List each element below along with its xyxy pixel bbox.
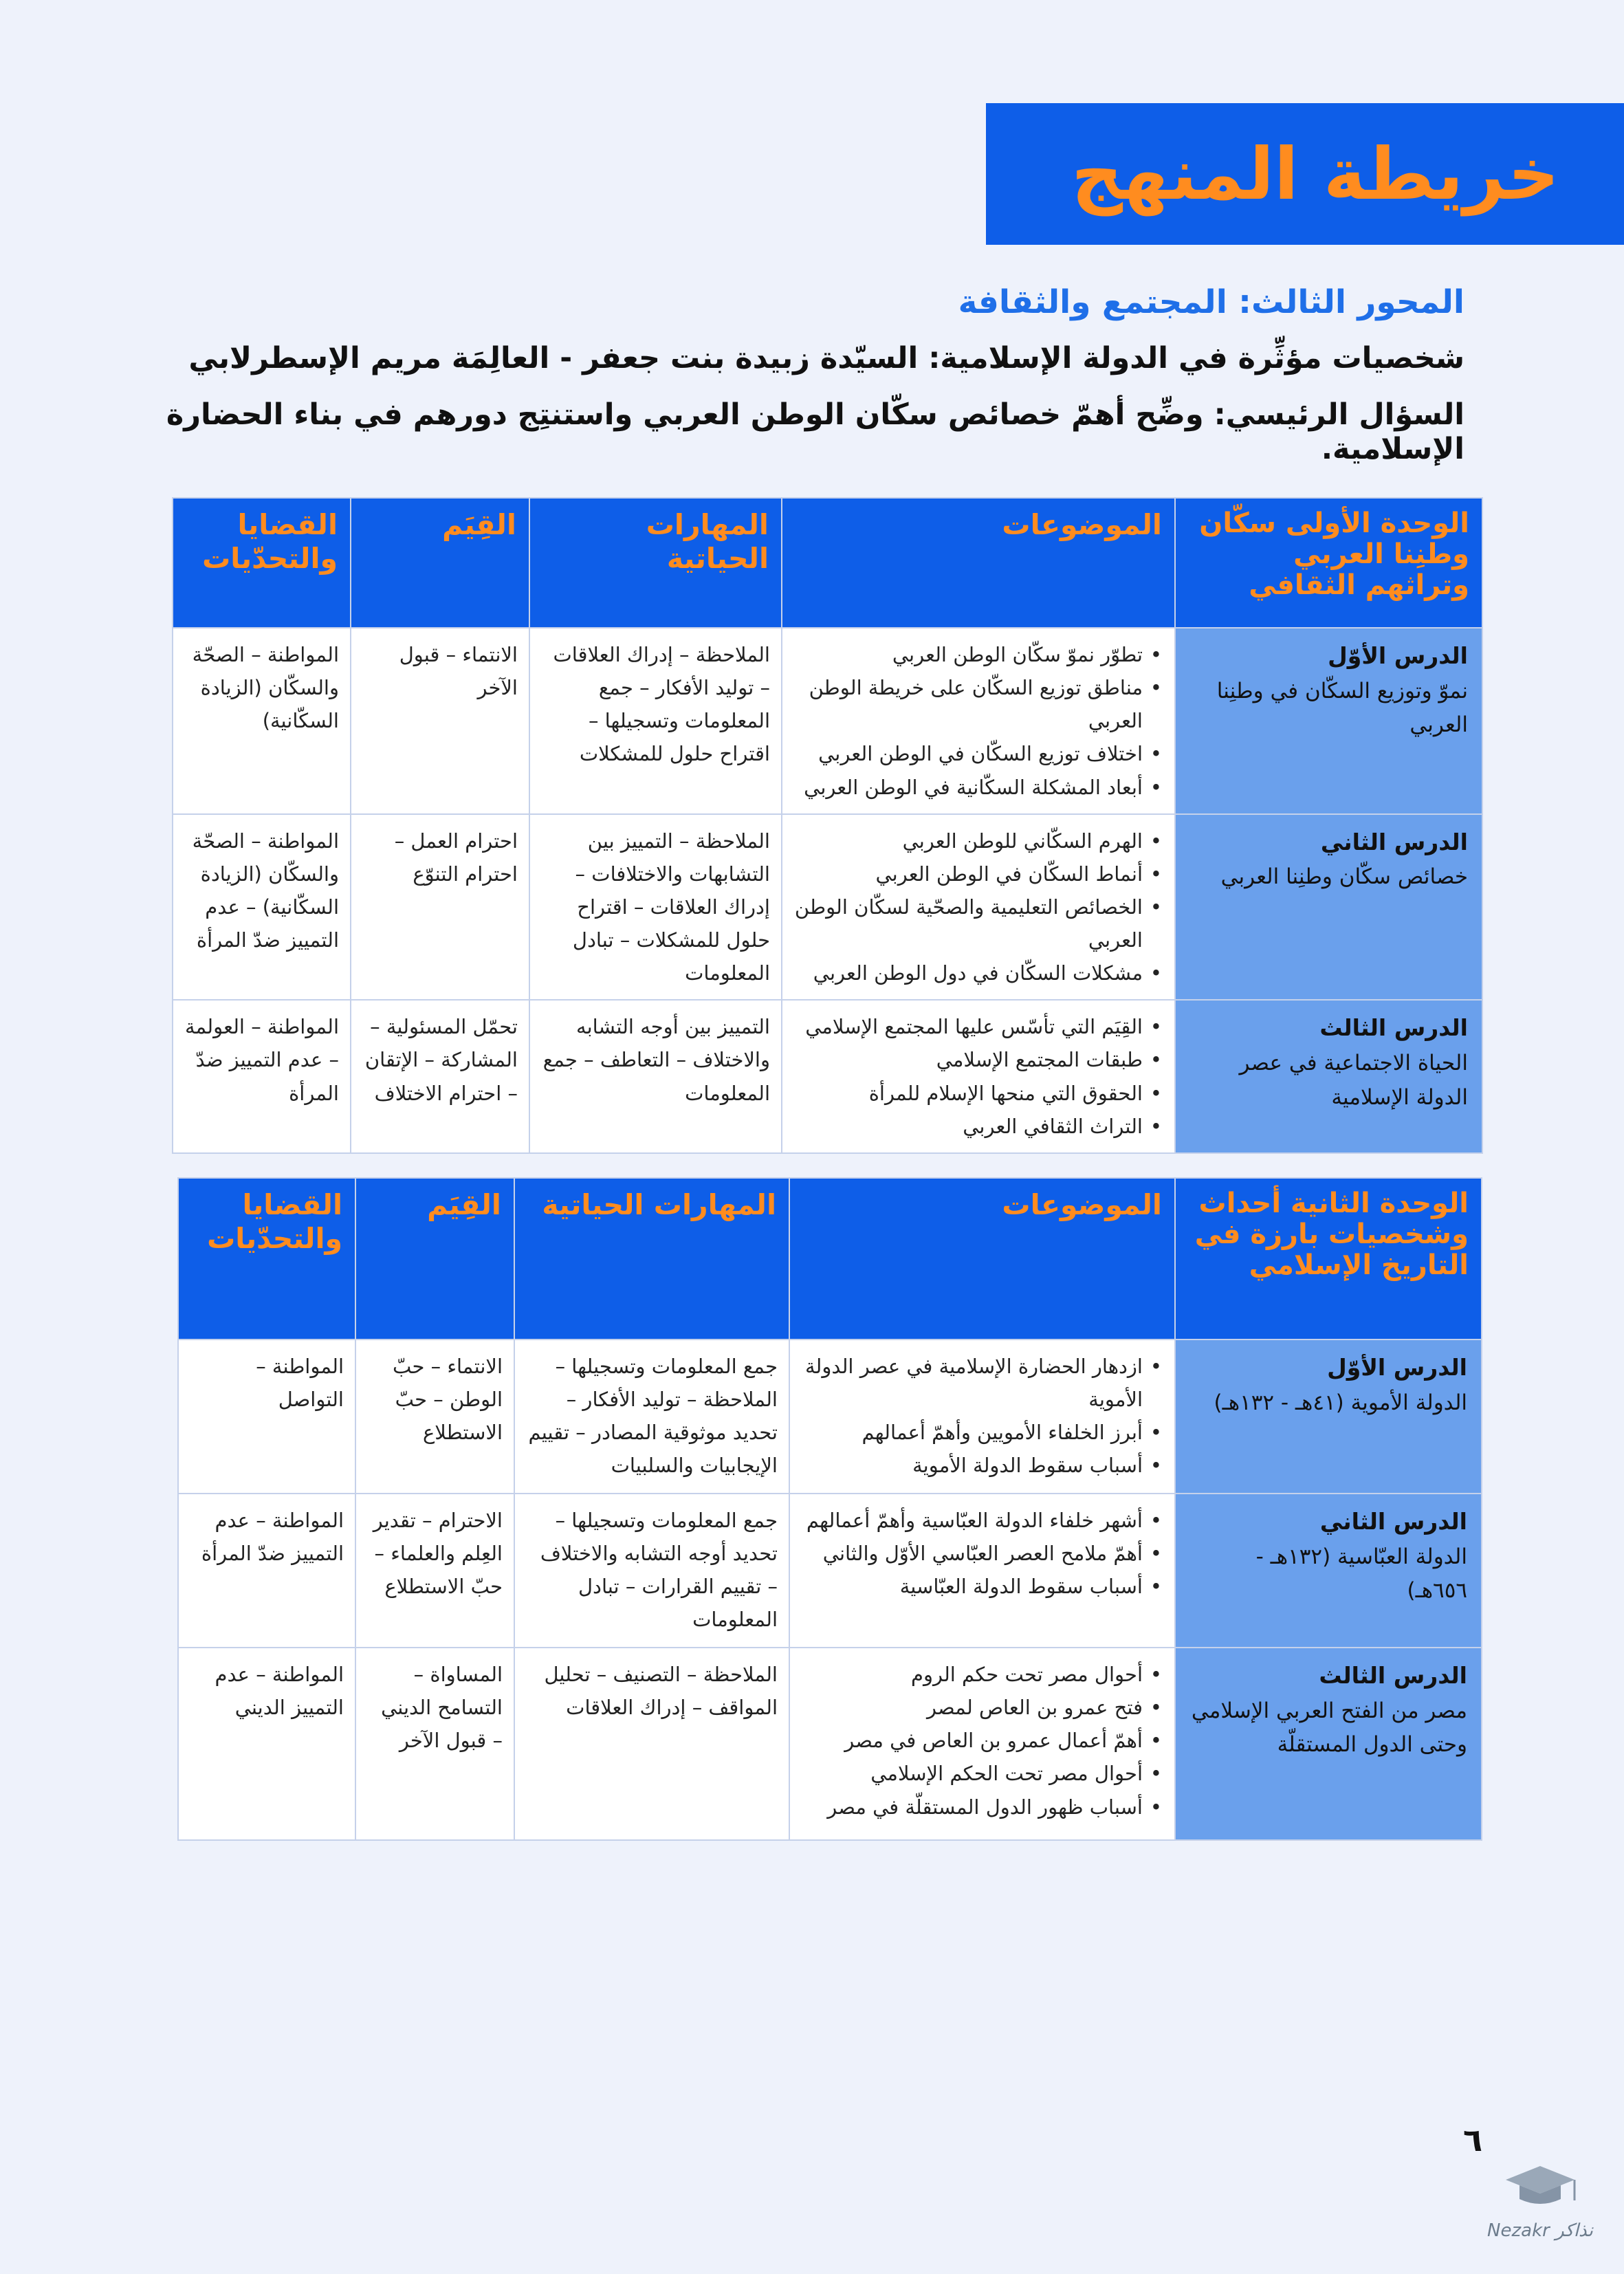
axis-heading: المحور الثالث: المجتمع والثقافة xyxy=(958,283,1464,321)
lesson-number: الدرس الثاني xyxy=(1319,1508,1467,1535)
lesson-name: الدولة العبّاسية (١٣٢هـ - ٦٥٦هـ) xyxy=(1255,1544,1467,1604)
list-item: • فتح عمرو بن العاص لمصر xyxy=(801,1691,1145,1724)
table-row xyxy=(173,628,1482,814)
list-item: • الحقوق التي منحها الإسلام للمرأة xyxy=(793,1077,1145,1110)
column-header-values: القِيَم xyxy=(355,1178,514,1340)
list-item: • الهرم السكّاني للوطن العربي xyxy=(793,824,1145,857)
table-row xyxy=(178,1340,1482,1494)
table-row xyxy=(178,1494,1482,1648)
list-item: • التراث الثقافي العربي xyxy=(793,1110,1145,1143)
lesson-name: الحياة الاجتماعية في عصر الدولة الإسلامية xyxy=(1239,1051,1468,1110)
skills-cell: التمييز بين أوجه التشابه والاختلاف – التعاطف – جمع المعلومات xyxy=(529,1000,782,1153)
list-item: • أهمّ ملامح العصر العبّاسي الأوّل والثاني xyxy=(801,1537,1145,1570)
column-header-issues: القضايا والتحدّيات xyxy=(173,498,351,628)
lesson-name: نموّ وتوزيع السكّان في وطنِنا العربي xyxy=(1216,678,1468,738)
skills-cell: الملاحظة – التصنيف – تحليل المواقف – إدراك العلاقات xyxy=(514,1648,789,1840)
main-question: السؤال الرئيسي: وضِّح أهمّ خصائص سكّان الوطن العربي واستنتِج دورهم في بناء الحضارة الإسلامية. xyxy=(166,397,1464,466)
list-item: • أسباب ظهور الدول المستقلّة في مصر xyxy=(801,1791,1145,1824)
list-item: • أحوال مصر تحت حكم الروم xyxy=(801,1658,1145,1691)
list-item: • اختلاف توزيع السكّان في الوطن العربي xyxy=(793,737,1145,770)
lesson-cell xyxy=(1175,1000,1482,1153)
page-title: خريطة المنهج xyxy=(1071,132,1559,216)
unit-one-table xyxy=(172,497,1483,1154)
list-item: • ازدهار الحضارة الإسلامية في عصر الدولة الأموية xyxy=(801,1350,1145,1416)
lesson-number: الدرس الأوّل xyxy=(1327,1354,1467,1381)
issues-cell: المواطنة – الصحّة والسكّان (الزيادة السكّانية) xyxy=(173,628,351,814)
lesson-name: الدولة الأموية (٤١هـ - ١٣٢هـ) xyxy=(1214,1390,1467,1415)
skills-cell: جمع المعلومات وتسجيلها – تحديد أوجه التشابه والاختلاف – تقييم القرارات – تبادل المعلومات xyxy=(514,1494,789,1648)
figures-line: شخصيات مؤثِّرة في الدولة الإسلامية: السيّدة زبيدة بنت جعفر - العالِمَة مريم الإسطرلابي xyxy=(188,341,1464,375)
graduation-cap-icon xyxy=(1506,2166,1574,2204)
topics-cell xyxy=(789,1648,1175,1840)
lesson-cell xyxy=(1175,1340,1482,1494)
column-header-topics: الموضوعات xyxy=(782,498,1175,628)
title-banner xyxy=(986,103,1624,245)
values-cell: الانتماء – حبّ الوطن – حبّ الاستطلاع xyxy=(355,1340,514,1494)
watermark-text: Nezakr نذاكر xyxy=(1487,2220,1593,2241)
list-item: • أسباب سقوط الدولة الأموية xyxy=(801,1449,1145,1482)
column-header-topics: الموضوعات xyxy=(789,1178,1175,1340)
unit-two-table xyxy=(177,1177,1482,1841)
values-cell: تحمّل المسئولية – المشاركة – الإتقان – احترام الاختلاف xyxy=(351,1000,529,1153)
table-row xyxy=(178,1648,1482,1840)
topics-cell xyxy=(782,1000,1175,1153)
list-item: • أبعاد المشكلة السكّانية في الوطن العربي xyxy=(793,771,1145,804)
list-item: • أسباب سقوط الدولة العبّاسية xyxy=(801,1570,1145,1603)
lesson-name: خصائص سكّان وطنِنا العربي xyxy=(1220,864,1468,890)
values-cell: الاحترام – تقدير العِلم والعلماء – حبّ الاستطلاع xyxy=(355,1494,514,1648)
values-cell: الانتماء – قبول الآخر xyxy=(351,628,529,814)
lesson-cell xyxy=(1175,814,1482,1001)
watermark-logo xyxy=(1471,2159,1609,2255)
topics-cell xyxy=(782,628,1175,814)
unit-title: الوحدة الثانية أحداث وشخصيات بارزة في التاريخ الإسلامي xyxy=(1175,1178,1482,1340)
lesson-cell xyxy=(1175,1648,1482,1840)
lesson-name: مصر من الفتح العربي الإسلامي وحتى الدول المستقلّة xyxy=(1191,1698,1467,1758)
issues-cell: المواطنة – عدم التمييز الديني xyxy=(178,1648,355,1840)
issues-cell: المواطنة – عدم التمييز ضدّ المرأة xyxy=(178,1494,355,1648)
unit-title: الوحدة الأولى سكّان وطنِنا العربي وتراثهم الثقافي xyxy=(1175,498,1482,628)
issues-cell: المواطنة – العولمة – عدم التمييز ضدّ المرأة xyxy=(173,1000,351,1153)
lesson-cell xyxy=(1175,628,1482,814)
column-header-issues: القضايا والتحدّيات xyxy=(178,1178,355,1340)
lesson-number: الدرس الأوّل xyxy=(1328,642,1468,669)
values-cell: احترام العمل – احترام التنوّع xyxy=(351,814,529,1001)
topics-cell xyxy=(782,814,1175,1001)
topics-cell xyxy=(789,1340,1175,1494)
list-item: • أحوال مصر تحت الحكم الإسلامي xyxy=(801,1757,1145,1790)
list-item: • القِيَم التي تأسّس عليها المجتمع الإسلامي xyxy=(793,1010,1145,1043)
issues-cell: المواطنة – التواصل xyxy=(178,1340,355,1494)
lesson-cell xyxy=(1175,1494,1482,1648)
list-item: • أشهر خلفاء الدولة العبّاسية وأهمّ أعمالهم xyxy=(801,1504,1145,1537)
issues-cell: المواطنة – الصحّة والسكّان (الزيادة السكّانية) – عدم التمييز ضدّ المرأة xyxy=(173,814,351,1001)
list-item: • أنماط السكّان في الوطن العربي xyxy=(793,857,1145,890)
page-number: ٦ xyxy=(1463,2121,1483,2158)
table-row xyxy=(173,814,1482,1001)
column-header-skills: المهارات الحياتية xyxy=(514,1178,789,1340)
lesson-number: الدرس الثالث xyxy=(1319,1662,1467,1689)
topics-cell xyxy=(789,1494,1175,1648)
list-item: • أهمّ أعمال عمرو بن العاص في مصر xyxy=(801,1724,1145,1757)
list-item: • مشكلات السكّان في دول الوطن العربي xyxy=(793,956,1145,990)
list-item: • مناطق توزيع السكّان على خريطة الوطن العربي xyxy=(793,671,1145,737)
skills-cell: الملاحظة – إدراك العلاقات – توليد الأفكار – جمع المعلومات وتسجيلها – اقتراح حلول للمشكلات xyxy=(529,628,782,814)
lesson-number: الدرس الثالث xyxy=(1319,1014,1468,1042)
lesson-number: الدرس الثاني xyxy=(1320,828,1468,855)
list-item: • طبقات المجتمع الإسلامي xyxy=(793,1043,1145,1076)
list-item: • الخصائص التعليمية والصحّية لسكّان الوطن العربي xyxy=(793,890,1145,956)
column-header-skills: المهارات الحياتية xyxy=(529,498,782,628)
table-row xyxy=(173,1000,1482,1153)
list-item: • تطوّر نموّ سكّان الوطن العربي xyxy=(793,638,1145,671)
skills-cell: جمع المعلومات وتسجيلها – الملاحظة – توليد الأفكار – تحديد موثوقية المصادر – تقييم الإيجابيات والسلبيات xyxy=(514,1340,789,1494)
column-header-values: القِيَم xyxy=(351,498,529,628)
list-item: • أبرز الخلفاء الأمويين وأهمّ أعمالهم xyxy=(801,1416,1145,1449)
values-cell: المساواة – التسامح الديني – قبول الآخر xyxy=(355,1648,514,1840)
skills-cell: الملاحظة – التمييز بين التشابهات والاختلافات – إدراك العلاقات – اقتراح حلول للمشكلات – تبادل المعلومات xyxy=(529,814,782,1001)
